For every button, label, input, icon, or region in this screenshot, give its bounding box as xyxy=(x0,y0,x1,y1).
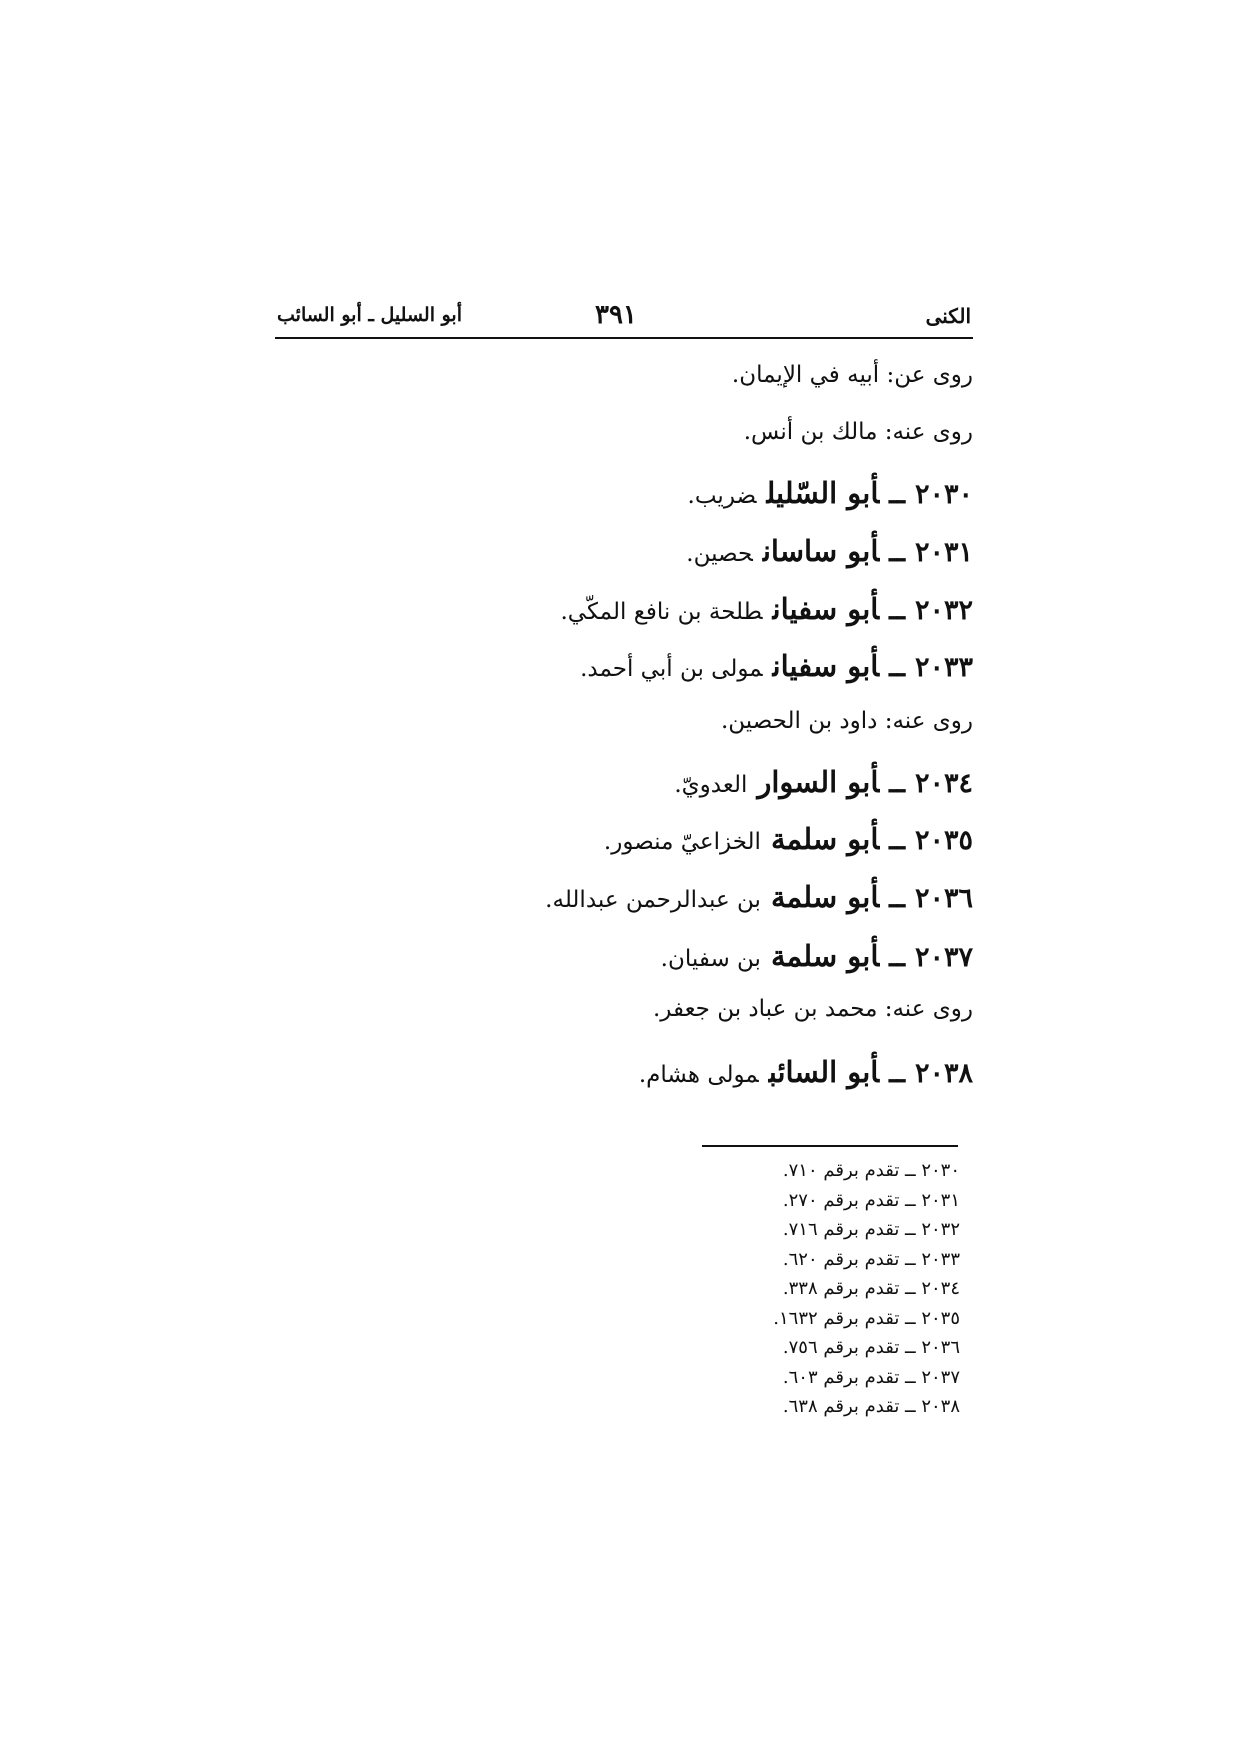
entry-dash: ــ xyxy=(889,825,905,856)
header-book-title: الكنى xyxy=(925,304,971,328)
entry-name: أبو سلمة xyxy=(770,822,880,856)
footnote-line: ٢٠٣٥ ــ تقدم برقم ١٦٣٢. xyxy=(773,1307,960,1329)
entry-dash: ــ xyxy=(889,595,905,626)
biography-entry xyxy=(604,822,973,856)
footnote-line: ٢٠٣٨ ــ تقدم برقم ٦٣٨. xyxy=(782,1396,960,1417)
entry-number: ٢٠٣٤ xyxy=(914,768,973,799)
entry-name: أبو سفيان xyxy=(772,649,880,683)
entry-dash: ــ xyxy=(889,768,905,799)
entry-number: ٢٠٣٧ xyxy=(914,942,973,973)
page-number: ٣٩١ xyxy=(595,300,637,330)
entry-name: أبو ساسان xyxy=(762,534,880,568)
entry-number: ٢٠٣٢ xyxy=(914,595,973,626)
entry-number: ٢٠٣٠ xyxy=(914,479,973,510)
biography-entry xyxy=(561,592,974,626)
biography-entry xyxy=(686,534,973,568)
biography-entry xyxy=(580,649,973,683)
entry-name: أبو السائب xyxy=(768,1055,880,1089)
footnote-line: ٢٠٣٣ ــ تقدم برقم ٦٢٠. xyxy=(782,1248,960,1270)
entry-dash: ــ xyxy=(889,1058,905,1089)
biography-entry xyxy=(639,1055,973,1089)
entry-name: أبو سلمة xyxy=(770,880,880,914)
footnote-divider xyxy=(702,1145,958,1147)
narration-line: روى عن: أبيه في الإيمان. xyxy=(731,362,973,388)
running-header xyxy=(275,300,973,340)
footnote-line: ٢٠٣٠ ــ تقدم برقم ٧١٠. xyxy=(782,1160,960,1181)
entry-description: بن عبدالرحمن عبدالله. xyxy=(545,887,761,913)
footnote-line: ٢٠٣٦ ــ تقدم برقم ٧٥٦. xyxy=(782,1337,960,1358)
entry-number: ٢٠٣٣ xyxy=(914,652,973,683)
entry-dash: ــ xyxy=(889,883,905,914)
narration-line: روى عنه: داود بن الحصين. xyxy=(720,708,973,734)
footnote-line: ٢٠٣١ ــ تقدم برقم ٢٧٠. xyxy=(782,1189,960,1211)
biography-entry xyxy=(545,880,973,914)
entry-description: بن سفيان. xyxy=(660,946,761,972)
header-divider xyxy=(275,337,973,339)
header-section-title: أبو السليل ـ أبو السائب xyxy=(277,304,462,326)
entry-name: أبو السوار xyxy=(757,765,880,799)
entry-name: أبو سلمة xyxy=(770,939,880,973)
entry-description: ضريب. xyxy=(687,483,757,509)
biography-entry xyxy=(674,765,973,799)
entry-description: مولى بن أبي أحمد. xyxy=(580,656,763,682)
entry-number: ٢٠٣١ xyxy=(914,537,973,568)
entry-description: طلحة بن نافع المكّي. xyxy=(560,599,763,625)
entry-description: حصين. xyxy=(686,541,753,567)
entry-dash: ــ xyxy=(889,537,905,568)
entry-description: الخزاعيّ منصور. xyxy=(603,829,761,855)
entry-number: ٢٠٣٥ xyxy=(914,825,973,856)
entry-description: العدويّ. xyxy=(674,772,748,798)
entry-name: أبو السّليل xyxy=(766,476,880,510)
narration-line: روى عنه: محمد بن عباد بن جعفر. xyxy=(652,996,973,1022)
entry-description: مولى هشام. xyxy=(638,1062,759,1088)
entry-dash: ــ xyxy=(889,479,905,510)
biography-entry xyxy=(661,939,973,973)
entry-name: أبو سفيان xyxy=(772,592,880,626)
narration-line: روى عنه: مالك بن أنس. xyxy=(743,419,973,445)
entry-dash: ــ xyxy=(889,942,905,973)
biography-entry xyxy=(688,476,973,510)
footnote-line: ٢٠٣٤ ــ تقدم برقم ٣٣٨. xyxy=(782,1278,960,1299)
entry-dash: ــ xyxy=(889,652,905,683)
entry-number: ٢٠٣٦ xyxy=(914,883,973,914)
footnote-line: ٢٠٣٧ ــ تقدم برقم ٦٠٣. xyxy=(782,1366,960,1388)
entry-number: ٢٠٣٨ xyxy=(914,1058,973,1089)
footnote-line: ٢٠٣٢ ــ تقدم برقم ٧١٦. xyxy=(782,1219,960,1240)
